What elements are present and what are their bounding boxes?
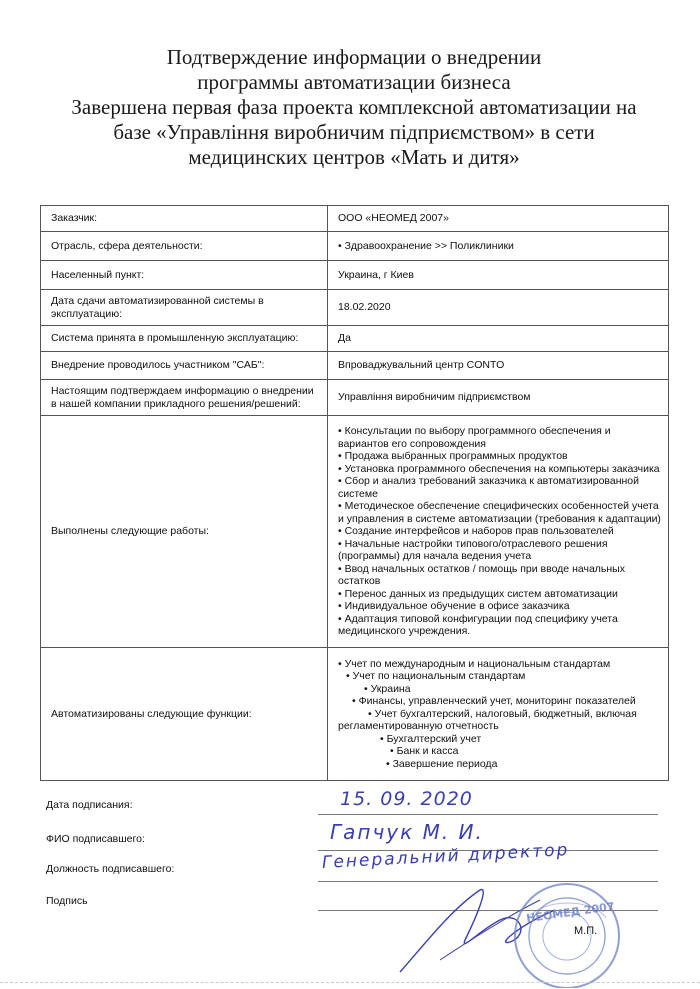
table-row bbox=[41, 648, 669, 781]
stamp-text: НЕОМЕД 2007 bbox=[525, 899, 616, 926]
list-item: • Продажа выбранных программных продуктов bbox=[338, 450, 568, 463]
table-row bbox=[41, 352, 669, 380]
list-item: • Учет бухгалтерский, налоговый, бюджетный, включая регламентированную отчетность bbox=[338, 707, 637, 733]
list-item: • Начальные настройки типового/отраслевого решения (программы) для начала ведения учета bbox=[338, 537, 608, 563]
implementation-info-table bbox=[40, 205, 669, 781]
table-row bbox=[41, 261, 669, 290]
table-row bbox=[41, 416, 669, 648]
title-line-1: Подтверждение информации о внедрении bbox=[166, 45, 542, 69]
list-item: • Создание интерфейсов и наборов прав пользователей bbox=[338, 525, 614, 538]
list-item: • Установка программного обеспечения на компьютеры заказчика bbox=[338, 462, 660, 475]
signer-position-label: Должность подписавшего: bbox=[46, 863, 175, 875]
functions-cell bbox=[328, 648, 669, 781]
list-item: • Украина bbox=[364, 682, 411, 695]
stamp-label: М.П. bbox=[574, 925, 598, 937]
accepted-value: Да bbox=[328, 326, 669, 352]
industry-value: • Здравоохранение >> Поликлиники bbox=[328, 232, 669, 261]
title-line-5: медицинских центров «Мать и дитя» bbox=[188, 145, 520, 169]
list-item: • Учет по международным и национальным стандартам bbox=[338, 657, 611, 670]
delivery-date-value: 18.02.2020 bbox=[328, 290, 669, 326]
partner-value: Впроваджувальний центр CONTO bbox=[328, 352, 669, 380]
list-item: • Консультации по выбору программного обеспечения и вариантов его сопровождения bbox=[338, 425, 611, 450]
list-item: • Бухгалтерский учет bbox=[380, 732, 482, 745]
scan-edge bbox=[0, 982, 700, 983]
table-row bbox=[41, 206, 669, 232]
list-item: • Банк и касса bbox=[390, 745, 459, 758]
customer-value: ООО «НЕОМЕД 2007» bbox=[328, 206, 669, 232]
table-row bbox=[41, 290, 669, 326]
signer-position-value: Генеральний директор bbox=[321, 840, 570, 873]
city-value: Украина, г Киев bbox=[328, 261, 669, 290]
document-title bbox=[40, 45, 668, 170]
industry-label: Отрасль, сфера деятельности: bbox=[41, 232, 328, 261]
list-item: • Сбор и анализ требований заказчика к автоматизированной системе bbox=[338, 475, 640, 500]
signing-date-label: Дата подписания: bbox=[46, 799, 133, 811]
list-item: • Перенос данных из предыдущих систем автоматизации bbox=[338, 587, 618, 600]
list-item: • Индивидуальное обучение в офисе заказчика bbox=[338, 600, 570, 613]
solution-value: Управління виробничим підприємством bbox=[328, 380, 669, 416]
works-label: Выполнены следующие работы: bbox=[41, 416, 328, 648]
list-item: • Учет по национальным стандартам bbox=[346, 670, 526, 683]
delivery-date-label: Дата сдачи автоматизированной системы в эксплуатацию: bbox=[41, 290, 328, 326]
table-row bbox=[41, 232, 669, 261]
signer-name-value: Гапчук М. И. bbox=[330, 820, 484, 844]
date-line bbox=[318, 814, 658, 815]
signing-date-value: 15. 09. 2020 bbox=[340, 788, 473, 810]
customer-label: Заказчик: bbox=[41, 206, 328, 232]
functions-list bbox=[338, 658, 662, 771]
list-item: • Ввод начальных остатков / помощь при вводе начальных остатков bbox=[338, 562, 625, 588]
solution-label: Настоящим подтверждаем информацию о внедрении в нашей компании прикладного решения/решений: bbox=[41, 380, 328, 416]
list-item: • Завершение периода bbox=[386, 757, 498, 770]
list-item: • Финансы, управленческий учет, мониторинг показателей bbox=[352, 695, 636, 708]
city-label: Населенный пункт: bbox=[41, 261, 328, 290]
table-row bbox=[41, 326, 669, 352]
partner-label: Внедрение проводилось участником "САБ": bbox=[41, 352, 328, 380]
accepted-label: Система принята в промышленную эксплуатацию: bbox=[41, 326, 328, 352]
table-row bbox=[41, 380, 669, 416]
functions-label: Автоматизированы следующие функции: bbox=[41, 648, 328, 781]
signature-label: Подпись bbox=[46, 895, 88, 907]
list-item: • Методическое обеспечение специфических особенностей учета и управления в системе автоматизации (требования к адаптации) bbox=[338, 500, 661, 525]
list-item: • Адаптация типовой конфигурации под специфику учета медицинского учреждения. bbox=[338, 612, 618, 638]
title-line-4: базе «Управління виробничим підприємством» в сети bbox=[113, 120, 595, 144]
signer-name-label: ФИО подписавшего: bbox=[46, 833, 145, 845]
title-line-2: программы автоматизации бизнеса bbox=[197, 70, 511, 94]
title-line-3: Завершена первая фаза проекта комплексной автоматизации на bbox=[71, 95, 637, 119]
works-cell bbox=[328, 416, 669, 648]
works-list bbox=[338, 425, 662, 638]
company-stamp bbox=[508, 878, 626, 988]
